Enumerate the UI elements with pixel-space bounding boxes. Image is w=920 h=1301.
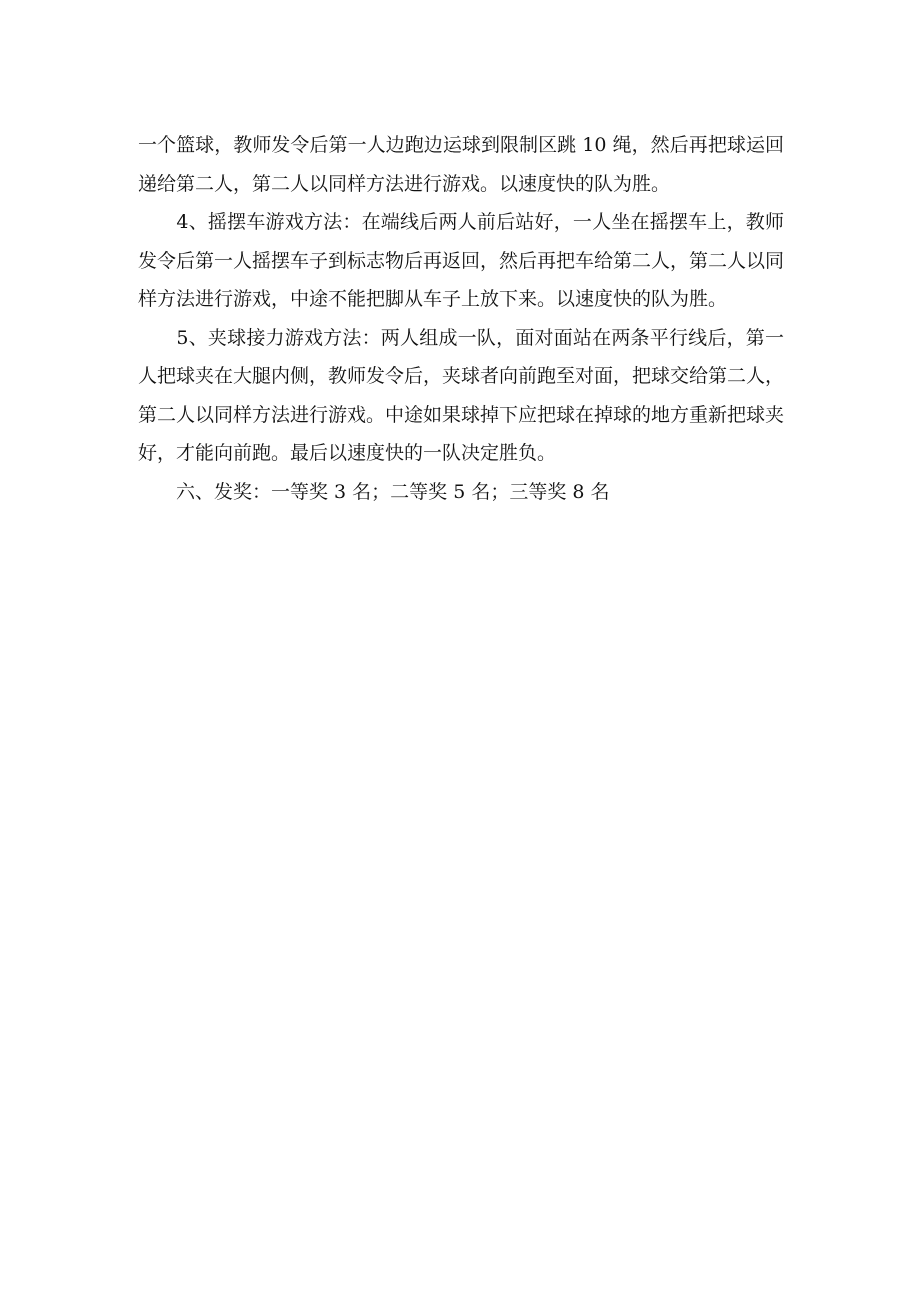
paragraph-rocking-car-game: 4、摇摆车游戏方法：在端线后两人前后站好，一人坐在摇摆车上，教师发令后第一人摇摆车子到标志物后再返回，然后再把车给第二人，第二人以同样方法进行游戏，中途不能把脚从车子上放下来。以速度快的队为胜。	[138, 211, 785, 310]
paragraph-continuation: 一个篮球，教师发令后第一人边跑边运球到限制区跳 10 绳，然后再把球运回递给第二人，第二人以同样方法进行游戏。以速度快的队为胜。	[138, 134, 784, 195]
paragraph-ball-clamp-relay: 5、夹球接力游戏方法：两人组成一队，面对面站在两条平行线后，第一人把球夹在大腿内侧，教师发令后，夹球者向前跑至对面，把球交给第二人，第二人以同样方法进行游戏。中途如果球掉下应把球在掉球的地方重新把球夹好，才能向前跑。最后以速度快的一队决定胜负。	[138, 326, 785, 464]
paragraph-awards: 六、发奖：一等奖 3 名；二等奖 5 名；三等奖 8 名	[138, 480, 610, 503]
document-body	[138, 126, 784, 511]
